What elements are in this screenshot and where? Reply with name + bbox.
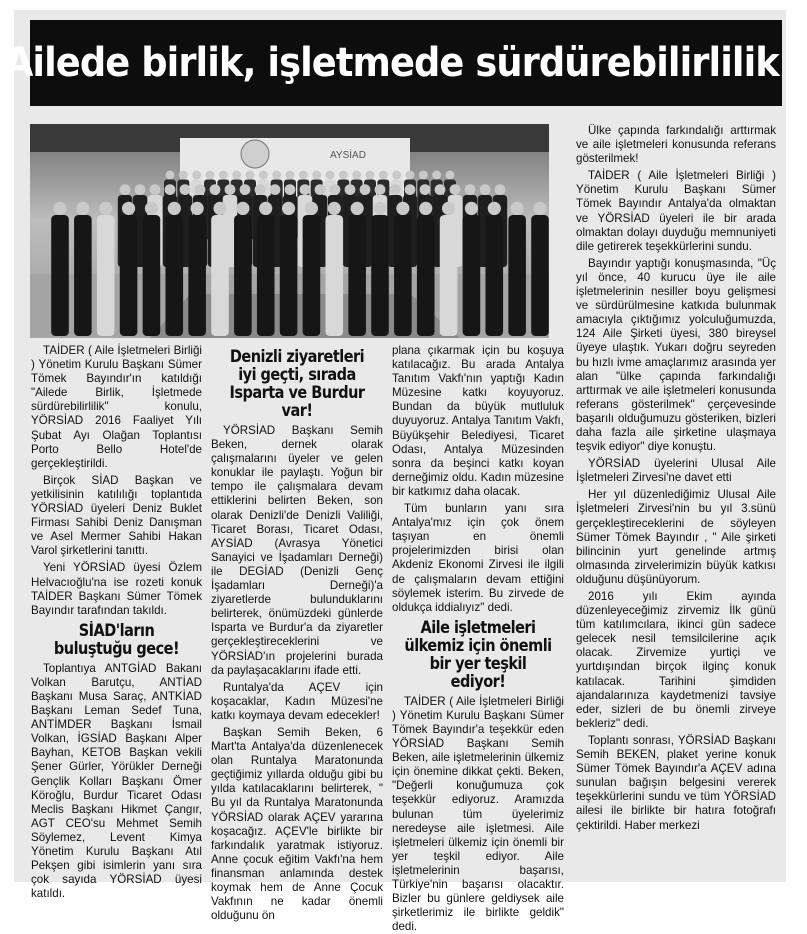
paragraph: Ülke çapında farkındalığı arttırmak ve aile işletmeleri konusunda referans gösterilmek! [576, 124, 776, 166]
subheading: SİAD'ların buluştuğu gece! [53, 620, 180, 658]
paragraph: plana çıkarmak için bu koşuya katılacağız. Bu arada Antalya Tanıtım Vakfı'nın yaptığı Kadın Müzesine katkı koyuyoruz. Bundan da büyük mutluluk duyuyoruz. Antalya Tanıtım Vakfı, Büyükşehir Belediyesi, Ticaret Odası, Antalya Müzesinden sonra da beşinci katkı koyan derneğimiz oldu. Kadın müzesine bir katkımız daha olacak. [392, 344, 564, 498]
paragraph: YÖRSİAD üyelerini Ulusal Aile İşletmeleri Zirvesi'ne davet etti [576, 457, 776, 485]
column-1 [31, 344, 202, 901]
paragraph: TAİDER ( Aile İşletmeleri Birliği ) Yönetim Kurulu Başkanı Sümer Tömek Bayındır'ın katıldığı "Ailede Birlik, İşletmede sürdürebilirlilik" konulu, YÖRSİAD 2016 Faaliyet Yılı Şubat Ayı Olağan Toplantısı Porto Bello Hotel'de gerçekleştirildi. [31, 344, 202, 470]
paragraph: Runtalya'da AÇEV için koşacaklar, Kadın Müzesi'ne katkı koymaya devam edecekler! [211, 680, 383, 722]
column-2 [211, 344, 383, 923]
paragraph: Başkan Semih Beken, 6 Mart'ta Antalya'da düzenlenecek olan Runtalya Maratonunda geçtiğimiz yıllarda olduğu gibi bu yılda katılacaklarını belirterek, " Bu yıl da Runtalya Maratonunda YÖRSİAD olarak AÇEV yararına koşacağız. AÇEV'le birlikte bir farkındalık yaratmak istiyoruz. Anne çocuk eğitim Vakfı'na hem finansman anlamında destek koymak hem de Anne Çocuk Vakfının ne kadar önemli olduğunu ön [211, 725, 383, 923]
paragraph: Toplantıya ANTGİAD Bakanı Volkan Barutçu, ANTİAD Başkanı Musa Saraç, ANTKİAD Başkanı Leman Sedef Tuna, ANTİMDER Başkanı İsmail Volkan, İGSİAD Başkanı Alper Bayhan, KETOB Başkan vekili Şener Gürler, Yörükler Derneği Gençlik Kolları Başkanı Ömer Köroğlu, Burdur Ticaret Odası Meclis Başkanı Hikmet Çangır, AGT CEO'su Mehmet Semih Söylemez, Levent Kimya Yönetim Kurulu Başkanı Atıl Pekşen gibi isimlerin yanı sıra çok sayıda YÖRSİAD üyesi katıldı. [31, 661, 202, 901]
paragraph: Her yıl düzenlediğimiz Ulusal Aile İşletmeleri Zirvesi'nin bu yıl 3.sünü gerçekleştireceklerini de söyleyen Sümer Tömek Bayındır , " Aile şirketi bilincinin yurt genelinde artmış olmasında zirvelerimizin büyük katkısı olduğunu düşünüyorum. [576, 488, 776, 586]
paragraph: TAİDER ( Aile İşletmeleri Birliği ) Yönetim Kurulu Başkanı Sümer Tömek Bayındır'a teşekkür eden YÖRSİAD Başkanı Semih Beken, aile işletmelerinin ülkemiz için önemine dikkat çekti. Beken, "Değerli konuğumuza çok teşekkür ediyoruz. Aramızda bulunan tüm üyelerimiz neredeyse aile işletmesi. Aile işletmeleri ülkemiz için önemli bir yer teşkil ediyor. Aile işletmelerinin başarısı, Türkiye'nin başarısı olacaktır. Bizler bu günlere geldiysek aile şirketlerimiz ile birlikte geldik" dedi. [392, 694, 564, 934]
paragraph: TAİDER ( Aile İşletmeleri Birliği ) Yönetim Kurulu Başkanı Sümer Tömek Bayındır Antalya'da olmaktan ve YÖRSİAD üyeleri ile bir arada olmaktan dolayı duyduğu memnuniyeti dile getirerek teşekkürlerini sundu. [576, 169, 776, 253]
paragraph: Toplantı sonrası, YÖRSİAD Başkanı Semih BEKEN, plaket yerine konuk Sümer Tömek Bayındır'a AÇEV adına sunulan bağışın belgesini vererek teşekkürlerini sundu ve tüm YÖRSİAD ailesi ile birlikte bir hatıra fotoğrafı çektirildi. Haber merkezi [576, 733, 776, 832]
paragraph: Tüm bunların yanı sıra Antalya'mız için çok önem taşıyan en önemli projelerimizden birisi olan Akdeniz Ekonomi Zirvesi ile ilgili de çalışmaların devam ettiğini söylemek isterim. Bu zirvede de oldukça iddialıyız" dedi. [392, 502, 564, 614]
paragraph: Birçok SİAD Başkan ve yetkilisinin katılılığı toplantıda YÖRSİAD üyeleri Deniz Buklet Firması Sahibi Deniz Danışman ve Asel Mermer Sahibi Hakan Varol şirketlerini tanıttı. [31, 473, 202, 558]
paragraph: YÖRSİAD Başkanı Semih Beken, dernek olarak çalışmalarını üyeler ve gelen konuklar ile paylaştı. Yoğun bir tempo ile çalışmalara devam ettiklerini belirten Beken, son olarak Denizli'de Denizli Valiliği, Ticaret Borası, Ticaret Odası, AYSİAD (Avrasya Yönetici Sanayici ve İşadamları Derneği) ile DEGİAD (Denizli Genç İşadamları Derneği)'a ziyaretlerde bulunduklarını belirterek, önümüzdeki günlerde Isparta ve Burdur'a da ziyaretler gerçekleştireceklerini ve YÖRSİAD'ın projelerini burada da paylaşacaklarını ifade etti. [211, 424, 383, 677]
paragraph: 2016 yılı Ekim ayında düzenleyeceğimiz zirvemiz İlk günü tüm katılımcılara, ikinci gün sadece gelecek nesil temsilcilerine açık olacak. Zirvemize yurtiçi ve yurtdışından birçok ilginç konuk katılacak. Tarihini şimdiden ajandalarınıza kaydetmenizi tavsiye eder, sizleri de bu önemli zirveye bekleriz" dedi. [576, 590, 776, 730]
subheading: Aile işletmeleri ülkemiz için önemli bir yer teşkil ediyor! [404, 617, 552, 691]
paragraph: Yeni YÖRSİAD üyesi Özlem Helvacıoğlu'na ise rozeti konuk TAİDER Başkanı Sümer Tömek Bayındır tarafından takıldı. [31, 561, 202, 617]
column-4 [576, 124, 776, 864]
banner-text: AYSİAD [330, 150, 366, 161]
group-photo [30, 124, 549, 338]
paragraph: Bayındır yaptığı konuşmasında, "Üç yıl önce, 40 kurucu üye ile aile işletmelerinin nesiller boyu gelişmesi ve sürdürülmesine katkıda bulunmak amacıyla çıktığımız yolculuğumuzda, 124 Aile Şirketi üyesi, 380 bireysel üyeye ulaştık. Yukarı doğru seyreden bu hızlı ivme amaçlarımız arasında yer alan "ülke çapında farkındalığı arttırmak ve aile işletmeleri konusunda referans gösterilmek" çerçevesinde başarılı olduğumuzu gösteriken, bizleri daha fazla aile şirketine ulaşmaya teşvik ediyor" diye konuştu. [576, 256, 776, 454]
headline-banner [5, 20, 807, 106]
column-3 [392, 344, 564, 934]
headline: Ailede birlik, işletmede sürdürebilirlilik ! [5, 40, 807, 86]
subheading: Denizli ziyaretleri iyi geçti, sırada Isparta ve Burdur var! [229, 347, 365, 420]
